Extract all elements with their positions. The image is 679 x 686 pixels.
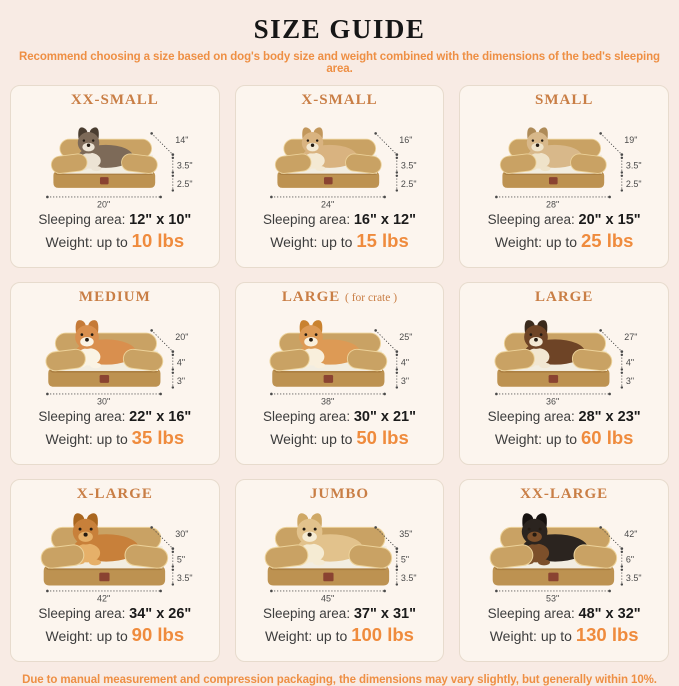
depth-dimension-label: 25" [399, 332, 413, 343]
weight-value: 50 lbs [356, 427, 409, 448]
sleeping-area-value: 48" x 32" [578, 606, 641, 622]
base-height-label: 3.5" [626, 573, 642, 584]
sleeping-area-line [463, 212, 665, 228]
bolster-height-label: 3.5" [176, 160, 193, 171]
bed-illustration [466, 306, 662, 407]
size-name: XX-LARGE [520, 486, 609, 502]
depth-dimension-line [601, 133, 622, 154]
size-card [10, 479, 220, 662]
sleeping-area-value: 37" x 31" [353, 606, 416, 622]
bed-tag [324, 375, 333, 383]
base-height-label: 3.5" [401, 573, 417, 584]
sleeping-area-label: Sleeping area: [263, 212, 351, 227]
size-card [10, 85, 220, 268]
bed-tag [99, 573, 109, 582]
width-dimension-label: 36" [546, 396, 560, 407]
base-height-label: 3.5" [176, 573, 193, 584]
sleeping-area-line [239, 606, 441, 622]
weight-line [239, 427, 441, 449]
size-note: ( for crate ) [345, 292, 398, 304]
size-card [459, 85, 669, 268]
depth-dimension-label: 20" [175, 332, 189, 343]
sleeping-area-label: Sleeping area: [263, 606, 351, 621]
size-card-title [14, 288, 216, 306]
width-dimension-label: 38" [321, 396, 335, 407]
size-name: SMALL [534, 92, 594, 108]
weight-label: Weight: up to [45, 628, 128, 644]
weight-label: Weight: up to [45, 431, 128, 447]
sleeping-area-value: 30" x 21" [353, 409, 416, 425]
size-card-title [239, 485, 441, 503]
sleeping-area-line [239, 212, 441, 228]
sleeping-area-line [14, 409, 216, 425]
weight-line [463, 427, 665, 449]
width-dimension-label: 28" [546, 199, 560, 210]
size-card [235, 479, 445, 662]
bed-scene [489, 513, 618, 585]
size-name: XX-SMALL [70, 92, 159, 108]
size-card [235, 85, 445, 268]
sleeping-area-line [14, 606, 216, 622]
weight-label: Weight: up to [270, 431, 353, 447]
sleeping-area-value: 12" x 10" [129, 212, 192, 228]
weight-line [239, 230, 441, 252]
bed-illustration [241, 109, 437, 210]
sleeping-area-line [463, 606, 665, 622]
depth-dimension-label: 35" [399, 529, 413, 540]
bed-tag [549, 177, 558, 184]
sleeping-area-label: Sleeping area: [38, 409, 126, 424]
bolster-height-label: 6" [626, 554, 635, 565]
size-card-title [239, 91, 441, 109]
footer-note: Due to manual measurement and compression packaging, the dimensions may vary slightly, but generally within 10%. [22, 674, 657, 686]
size-grid [9, 85, 670, 662]
width-dimension-label: 53" [546, 593, 560, 604]
bed-scene [40, 513, 169, 585]
depth-dimension-line [376, 133, 397, 154]
bed-illustration [466, 109, 662, 210]
weight-label: Weight: up to [270, 234, 353, 250]
sleeping-area-value: 20" x 15" [578, 212, 641, 228]
size-card-title [463, 485, 665, 503]
depth-dimension-label: 16" [399, 135, 413, 146]
bed-tag [548, 573, 558, 582]
weight-line [14, 230, 216, 252]
base-height-label: 3" [176, 376, 185, 387]
depth-dimension-label: 19" [624, 135, 638, 146]
size-card [10, 282, 220, 465]
weight-line [14, 427, 216, 449]
bed-illustration [466, 503, 662, 604]
depth-dimension-line [151, 133, 172, 154]
size-name: LARGE [534, 289, 594, 305]
bolster-height-label: 4" [626, 357, 635, 368]
weight-line [463, 230, 665, 252]
weight-value: 15 lbs [356, 230, 409, 251]
sleeping-area-label: Sleeping area: [38, 606, 126, 621]
size-card-title [463, 91, 665, 109]
bed-scene [269, 320, 388, 387]
bed-scene [45, 320, 164, 387]
sleeping-area-label: Sleeping area: [263, 409, 351, 424]
sleeping-area-value: 22" x 16" [129, 409, 192, 425]
sleeping-area-value: 28" x 23" [578, 409, 641, 425]
page-subtitle: Recommend choosing a size based on dog's body size and weight combined with the dimensions of the bed's sleeping area. [19, 51, 660, 75]
base-height-label: 3" [626, 376, 635, 387]
size-card-title [14, 485, 216, 503]
base-height-label: 2.5" [401, 179, 417, 190]
sleeping-area-value: 34" x 26" [129, 606, 192, 622]
size-name: JUMBO [309, 486, 370, 502]
bed-scene [50, 127, 158, 188]
page-title: SIZE GUIDE [253, 14, 426, 44]
weight-value: 90 lbs [131, 624, 185, 645]
bed-tag [100, 177, 109, 184]
bolster-height-label: 5" [401, 554, 410, 565]
bolster-height-label: 4" [401, 357, 410, 368]
bed-illustration [17, 306, 213, 407]
sleeping-area-line [463, 409, 665, 425]
size-card [459, 282, 669, 465]
bolster-height-label: 4" [176, 357, 185, 368]
weight-label: Weight: up to [494, 431, 578, 447]
base-height-label: 2.5" [176, 179, 193, 190]
weight-line [463, 624, 665, 646]
size-card [235, 282, 445, 465]
size-name: X-SMALL [301, 92, 378, 108]
depth-dimension-label: 27" [624, 332, 638, 343]
width-dimension-label: 45" [321, 593, 335, 604]
size-card-title [463, 288, 665, 306]
size-card-title [14, 91, 216, 109]
depth-dimension-label: 14" [175, 135, 189, 146]
weight-line [239, 624, 441, 646]
bed-illustration [17, 109, 213, 210]
weight-label: Weight: up to [45, 234, 128, 250]
weight-line [14, 624, 216, 646]
weight-value: 130 lbs [575, 624, 639, 645]
size-name: X-LARGE [76, 486, 153, 502]
weight-label: Weight: up to [494, 234, 578, 250]
bed-tag [324, 573, 334, 582]
bed-tag [99, 375, 108, 383]
sleeping-area-label: Sleeping area: [487, 409, 575, 424]
weight-value: 35 lbs [131, 427, 185, 448]
width-dimension-label: 24" [321, 199, 335, 210]
bolster-height-label: 3.5" [401, 160, 417, 171]
size-card-title [239, 288, 441, 306]
bolster-height-label: 3.5" [626, 160, 642, 171]
bed-illustration [17, 503, 213, 604]
bolster-height-label: 5" [176, 554, 185, 565]
bed-scene [500, 127, 608, 188]
weight-label: Weight: up to [489, 628, 572, 644]
sleeping-area-value: 16" x 12" [353, 212, 416, 228]
weight-value: 25 lbs [581, 230, 634, 251]
depth-dimension-label: 30" [175, 529, 189, 540]
sleeping-area-label: Sleeping area: [487, 606, 575, 621]
size-name: LARGE [281, 289, 341, 305]
size-card [459, 479, 669, 662]
bed-tag [324, 177, 333, 184]
depth-dimension-label: 42" [624, 529, 638, 540]
width-dimension-label: 20" [96, 199, 110, 210]
bed-tag [549, 375, 558, 383]
bed-illustration [241, 306, 437, 407]
weight-value: 100 lbs [351, 624, 414, 645]
bed-scene [494, 320, 613, 387]
bed-illustration [241, 503, 437, 604]
base-height-label: 2.5" [626, 179, 642, 190]
base-height-label: 3" [401, 376, 410, 387]
weight-label: Weight: up to [265, 628, 348, 644]
width-dimension-label: 30" [96, 396, 110, 407]
size-name: MEDIUM [78, 289, 151, 305]
sleeping-area-label: Sleeping area: [38, 212, 126, 227]
bed-scene [265, 513, 394, 585]
width-dimension-label: 42" [96, 593, 110, 604]
sleeping-area-label: Sleeping area: [487, 212, 575, 227]
weight-value: 10 lbs [131, 230, 185, 251]
sleeping-area-line [14, 212, 216, 228]
weight-value: 60 lbs [581, 427, 634, 448]
sleeping-area-line [239, 409, 441, 425]
bed-scene [275, 127, 383, 188]
